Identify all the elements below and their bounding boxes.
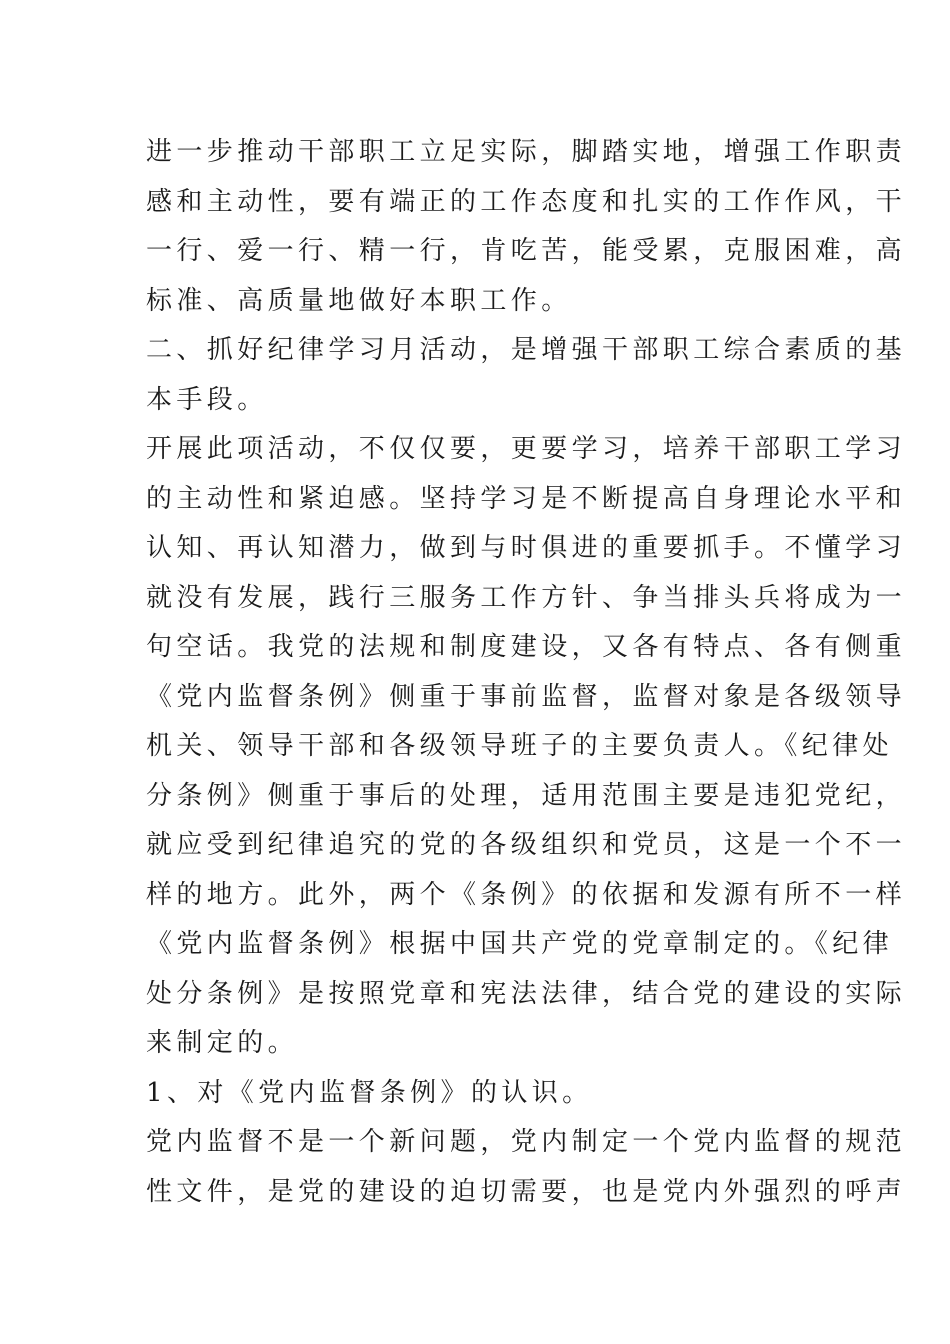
text-line: 感和主动性，要有端正的工作态度和扎实的工作作风，干 (146, 186, 907, 217)
text-line: 样的地方。此外，两个《条例》的依据和发源有所不一样 (146, 879, 907, 910)
text-line: 一行、爱一行、精一行，肯吃苦，能受累，克服困难，高 (146, 236, 907, 266)
subsection-heading-line: 1、对《党内监督条例》的认识。 (146, 1077, 593, 1108)
text-line: 党内监督不是一个新问题，党内制定一个党内监督的规范 (146, 1127, 907, 1157)
text-line: 认知、再认知潜力，做到与时俱进的重要抓手。不懂学习 (146, 533, 907, 563)
document-body (146, 128, 907, 1217)
section-heading-line: 二、抓好纪律学习月活动，是增强干部职工综合素质的基 (146, 335, 907, 365)
text-line: 来制定的。 (146, 1028, 299, 1058)
text-line: 句空话。我党的法规和制度建设，又各有特点、各有侧重 (146, 632, 907, 662)
text-line: 的主动性和紧迫感。坚持学习是不断提高自身理论水平和 (146, 483, 907, 514)
text-line: 《党内监督条例》根据中国共产党的党章制定的。《纪律 (146, 929, 894, 959)
text-line: 进一步推动干部职工立足实际，脚踏实地，增强工作职责 (146, 137, 907, 167)
text-line: 标准、高质量地做好本职工作。 (146, 285, 572, 316)
text-line: 就应受到纪律追究的党的各级组织和党员，这是一个不一 (146, 830, 907, 860)
text-line: 就没有发展，践行三服务工作方针、争当排头兵将成为一 (146, 582, 907, 613)
text-line: 性文件，是党的建设的迫切需要，也是党内外强烈的呼声 (146, 1176, 907, 1207)
text-line: 处分条例》是按照党章和宪法法律，结合党的建设的实际 (146, 978, 907, 1009)
section-heading-line: 本手段。 (146, 384, 268, 415)
text-line: 分条例》侧重于事后的处理，适用范围主要是违犯党纪， (146, 780, 907, 811)
text-line: 开展此项活动，不仅仅要，更要学习，培养干部职工学习 (146, 434, 907, 464)
text-line: 机关、领导干部和各级领导班子的主要负责人。《纪律处 (146, 731, 894, 761)
text-line: 《党内监督条例》侧重于事前监督，监督对象是各级领导 (146, 681, 907, 712)
